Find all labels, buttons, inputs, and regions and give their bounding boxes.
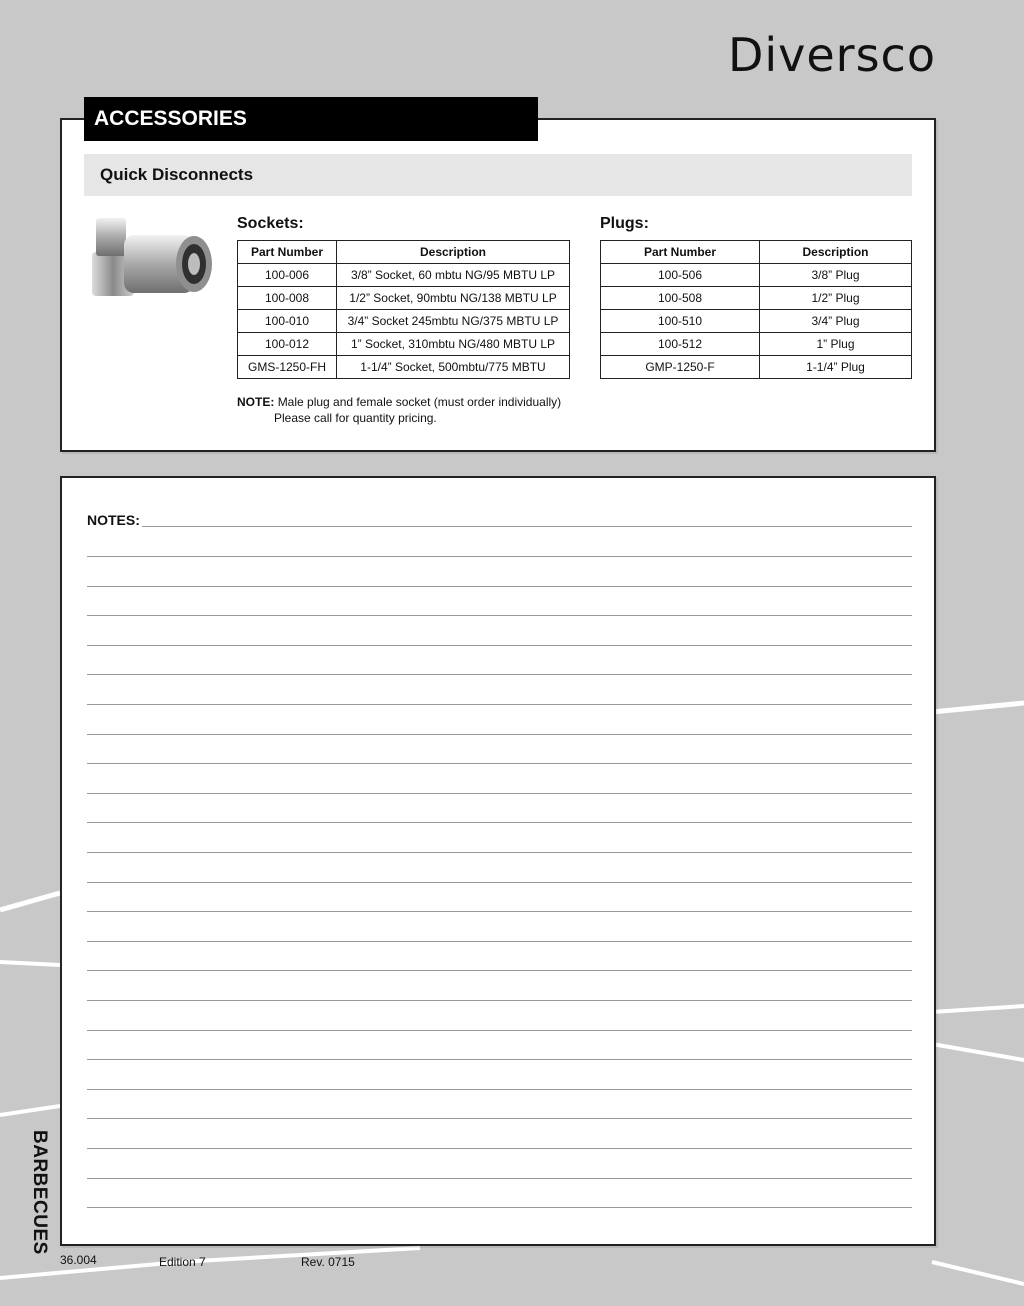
revision: Rev. 0715	[301, 1255, 355, 1269]
table-row	[601, 310, 912, 333]
sockets-header-part-number: Part Number	[238, 241, 337, 264]
page-number: 36.004	[60, 1253, 97, 1267]
table-row	[238, 264, 570, 287]
notes-label: NOTES:	[87, 512, 140, 528]
part-number: 100-008	[238, 287, 337, 310]
part-number: 100-512	[601, 333, 760, 356]
part-number: 100-006	[238, 264, 337, 287]
part-number: 100-510	[601, 310, 760, 333]
description: 1/2” Plug	[760, 287, 912, 310]
notes-line	[87, 793, 912, 794]
table-row	[601, 356, 912, 379]
notes-line	[87, 822, 912, 823]
part-number: 100-012	[238, 333, 337, 356]
description: 1-1/4” Socket, 500mbtu/775 MBTU	[337, 356, 570, 379]
plugs-header-part-number: Part Number	[601, 241, 760, 264]
notes-line	[87, 1000, 912, 1001]
section-subtitle: Quick Disconnects	[84, 154, 912, 196]
notes-line	[87, 615, 912, 616]
note-label: NOTE:	[237, 395, 275, 409]
notes-line	[87, 852, 912, 853]
part-number: 100-508	[601, 287, 760, 310]
notes-line	[87, 586, 912, 587]
table-row	[238, 333, 570, 356]
notes-line	[142, 526, 912, 527]
description: 3/8” Socket, 60 mbtu NG/95 MBTU LP	[337, 264, 570, 287]
note-line-1: Male plug and female socket (must order individually)	[277, 395, 562, 409]
description: 1/2” Socket, 90mbtu NG/138 MBTU LP	[337, 287, 570, 310]
notes-line	[87, 970, 912, 971]
description: 3/8” Plug	[760, 264, 912, 287]
notes-line	[87, 1178, 912, 1179]
sockets-title: Sockets:	[237, 215, 304, 232]
table-row	[601, 287, 912, 310]
part-number: GMP-1250-F	[601, 356, 760, 379]
notes-panel	[60, 476, 936, 1246]
notes-line	[87, 1148, 912, 1149]
description: 1” Plug	[760, 333, 912, 356]
plugs-title: Plugs:	[600, 215, 649, 232]
table-row	[601, 333, 912, 356]
notes-line	[87, 1059, 912, 1060]
note-line-2: Please call for quantity pricing.	[274, 411, 437, 425]
notes-line	[87, 1030, 912, 1031]
accessories-panel	[60, 118, 936, 452]
edition: Edition 7	[159, 1255, 206, 1269]
table-row	[238, 310, 570, 333]
section-title: ACCESSORIES	[84, 97, 538, 141]
notes-line	[87, 674, 912, 675]
order-note	[237, 394, 561, 426]
description: 3/4” Plug	[760, 310, 912, 333]
description: 1-1/4” Plug	[760, 356, 912, 379]
notes-line	[87, 734, 912, 735]
notes-line	[87, 556, 912, 557]
description: 1” Socket, 310mbtu NG/480 MBTU LP	[337, 333, 570, 356]
notes-line	[87, 763, 912, 764]
notes-line	[87, 1089, 912, 1090]
part-number: 100-506	[601, 264, 760, 287]
plugs-table	[600, 240, 912, 379]
part-number: 100-010	[238, 310, 337, 333]
notes-line	[87, 1118, 912, 1119]
notes-line	[87, 645, 912, 646]
table-row	[238, 356, 570, 379]
part-number: GMS-1250-FH	[238, 356, 337, 379]
description: 3/4” Socket 245mbtu NG/375 MBTU LP	[337, 310, 570, 333]
notes-line	[87, 1207, 912, 1208]
brand-logo: Diversco	[727, 28, 936, 82]
category-side-label: BARBECUES	[29, 1130, 50, 1255]
quick-disconnect-image	[84, 210, 219, 315]
sockets-table	[237, 240, 570, 379]
table-row	[601, 264, 912, 287]
notes-line	[87, 704, 912, 705]
sockets-header-description: Description	[337, 241, 570, 264]
notes-line	[87, 941, 912, 942]
notes-line	[87, 882, 912, 883]
plugs-header-description: Description	[760, 241, 912, 264]
table-row	[238, 287, 570, 310]
notes-line	[87, 911, 912, 912]
